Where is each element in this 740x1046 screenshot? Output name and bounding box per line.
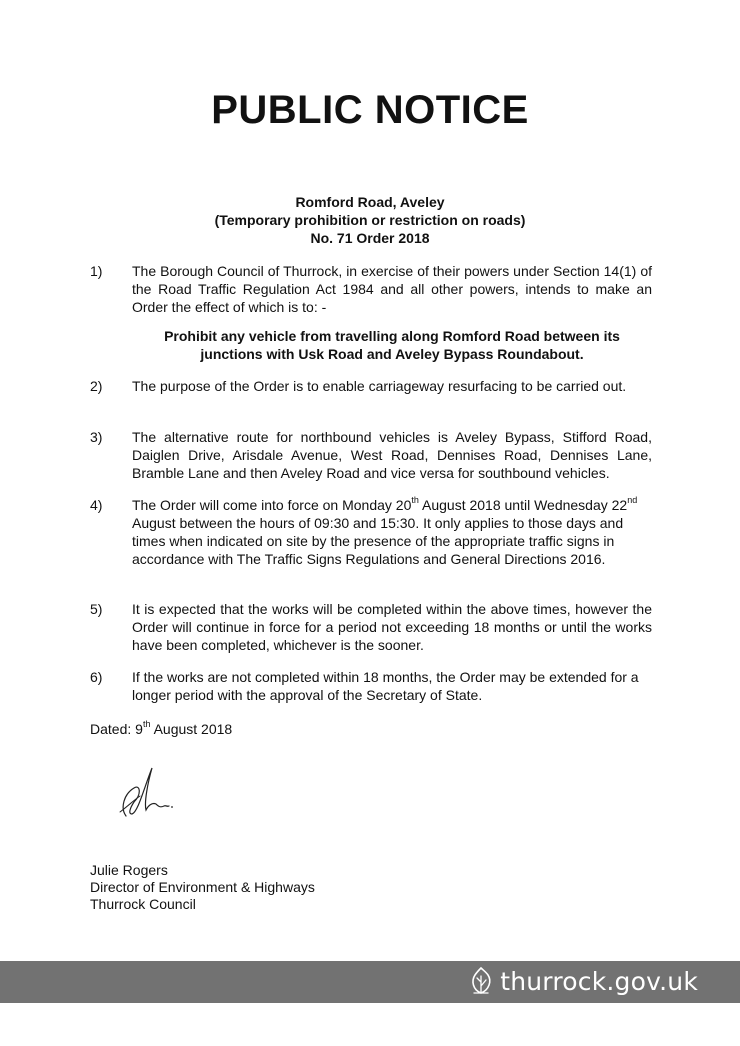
- footer-brand: [468, 966, 698, 996]
- heading-road: Romford Road, Aveley: [295, 194, 445, 210]
- ordinal-suffix: th: [411, 495, 419, 506]
- clause-4-part-2: August 2018 until Wednesday 22: [418, 497, 628, 513]
- date-suffix: August 2018: [150, 721, 233, 737]
- date-prefix: Dated: 9: [90, 721, 143, 737]
- clause-text: The alternative route for northbound vehicles is Aveley Bypass, Stifford Road, Daiglen Drive, Arisdale Avenue, West Road, Dennises Road, Dennises Lane, Bramble Lane and then Aveley Road and vice versa for southbound vehicles.: [132, 429, 652, 481]
- clause-text: If the works are not completed within 18 months, the Order may be extended for a longer period with the approval of the Secretary of State.: [132, 669, 639, 703]
- clause-number: 2): [90, 378, 103, 394]
- signatory-name: Julie Rogers: [90, 862, 168, 878]
- clause-number: 3): [90, 429, 103, 445]
- prohibition-statement: [132, 327, 652, 363]
- ordinal-suffix: th: [142, 719, 151, 730]
- signatory-title: Director of Environment & Highways: [90, 879, 315, 895]
- clause-4-part-3: August between the hours of 09:30 and 15:30. It only applies to those days and times when indicated on site by the presence of the appropriate traffic signs in accordance with The Traffic Signs Regulations and General Directions 2016.: [132, 515, 624, 567]
- handwritten-signature: [104, 758, 184, 828]
- order-heading: [0, 193, 740, 247]
- heading-type: (Temporary prohibition or restriction on roads): [214, 212, 526, 228]
- clause-number: 6): [90, 669, 103, 685]
- leaf-logo-icon: [468, 966, 494, 996]
- clause-text: The purpose of the Order is to enable carriageway resurfacing to be carried out.: [132, 378, 627, 394]
- clause-number: 4): [90, 497, 103, 513]
- prohibition-line-2: junctions with Usk Road and Aveley Bypass Roundabout.: [200, 346, 584, 362]
- clause-text: It is expected that the works will be completed within the above times, however the Order will continue in force for a period not exceeding 18 months or until the works have been completed, whichever is the sooner.: [132, 601, 652, 653]
- heading-order-number: No. 71 Order 2018: [310, 230, 430, 246]
- clause-number: 1): [90, 263, 103, 279]
- date-line: [90, 720, 232, 738]
- clause-text: The Borough Council of Thurrock, in exercise of their powers under Section 14(1) of the Road Traffic Regulation Act 1984 and all other powers, intends to make an Order the effect of which is to: -: [132, 263, 652, 315]
- clause-number: 5): [90, 601, 103, 617]
- clause-text: [132, 496, 652, 568]
- website-url[interactable]: thurrock.gov.uk: [500, 966, 698, 996]
- signatory-organisation: Thurrock Council: [90, 896, 196, 912]
- page-title: PUBLIC NOTICE: [211, 88, 529, 132]
- ordinal-suffix: nd: [627, 495, 638, 506]
- footer-bar: [0, 961, 740, 1003]
- clause-4-part-1: The Order will come into force on Monday 20: [132, 497, 412, 513]
- signatory-block: [90, 862, 315, 913]
- prohibition-line-1: Prohibit any vehicle from travelling along Romford Road between its: [164, 328, 620, 344]
